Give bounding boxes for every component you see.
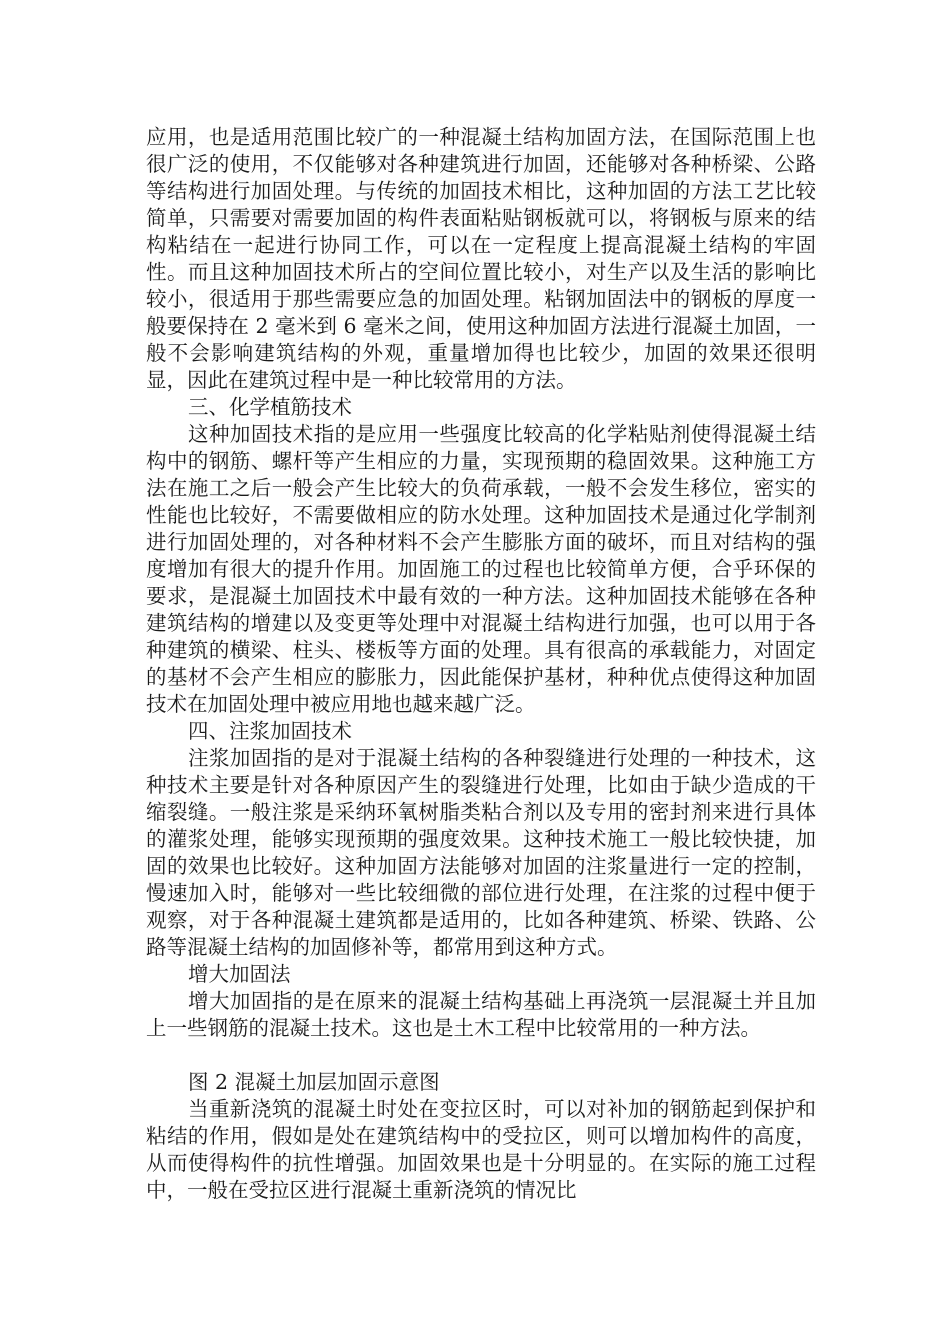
- figure-caption: 图 2 混凝土加层加固示意图: [188, 1070, 440, 1094]
- paragraph-chemical-rebar: 这种加固技术指的是应用一些强度比较高的化学粘贴剂使得混凝土结构中的钢筋、螺杆等产生相应的力量，实现预期的稳固效果。这种施工方法在施工之后一般会产生比较大的负荷承载，一般不会发生移位，密实的性能也比较好，不需要做相应的防水处理。这种加固技术是通过化学制剂进行加固处理的，对各种材料不会产生膨胀方面的破坏，而且对结构的强度增加有很大的提升作用。加固施工的过程也比较简单方便，合乎环保的要求，是混凝土加固技术中最有效的一种方法。这种加固技术能够在各种建筑结构的增建以及变更等处理中对混凝土结构进行加强，也可以用于各种建筑的横梁、柱头、楼板等方面的处理。具有很高的承载能力，对固定的基材不会产生相应的膨胀力，因此能保护基材，种种优点使得这种加固技术在加固处理中被应用地也越来越广泛。: [146, 422, 816, 716]
- paragraph-grouting: 注浆加固指的是对于混凝土结构的各种裂缝进行处理的一种技术，这种技术主要是针对各种原因产生的裂缝进行处理，比如由于缺少造成的干缩裂缝。一般注浆是采纳环氧树脂类粘合剂以及专用的密封剂来进行具体的灌浆处理，能够实现预期的强度效果。这种技术施工一般比较快捷，加固的效果也比较好。这种加固方法能够对加固的注浆量进行一定的控制，慢速加入时，能够对一些比较细微的部位进行处理，在注浆的过程中便于观察，对于各种混凝土建筑都是适用的，比如各种建筑、桥梁、铁路、公路等混凝土结构的加固修补等，都常用到这种方式。: [146, 746, 816, 959]
- document-page: [146, 124, 816, 1204]
- figure-placeholder-gap: [146, 1042, 816, 1069]
- paragraph-intro-continued: 应用，也是适用范围比较广的一种混凝土结构加固方法，在国际范围上也很广泛的使用，不仅能够对各种建筑进行加固，还能够对各种桥梁、公路等结构进行加固处理。与传统的加固技术相比，这种加固的方法工艺比较简单，只需要对需要加固的构件表面粘贴钢板就可以，将钢板与原来的结构粘结在一起进行协同工作，可以在一定程度上提高混凝土结构的牢固性。而且这种加固技术所占的空间位置比较小，对生产以及生活的影响比较小，很适用于那些需要应急的加固处理。粘钢加固法中的钢板的厚度一般要保持在 2 毫米到 6 毫米之间，使用这种加固方法进行混凝土加固，一般不会影响建筑结构的外观，重量增加得也比较少，加固的效果还很明显，因此在建筑过程中是一种比较常用的方法。: [146, 125, 816, 392]
- paragraph-enlargement: 增大加固指的是在原来的混凝土结构基础上再浇筑一层混凝土并且加上一些钢筋的混凝土技术。这也是土木工程中比较常用的一种方法。: [146, 989, 816, 1040]
- section-heading-chemical-rebar: 三、化学植筋技术: [188, 395, 352, 419]
- section-heading-grouting: 四、注浆加固技术: [188, 719, 352, 743]
- paragraph-tension-zone: 当重新浇筑的混凝土时处在变拉区时，可以对补加的钢筋起到保护和粘结的作用，假如是处在建筑结构中的受拉区，则可以增加构件的高度，从而使得构件的抗性增强。加固效果也是十分明显的。在实际的施工过程中，一般在受拉区进行混凝土重新浇筑的情况比: [146, 1097, 816, 1202]
- section-heading-enlargement: 增大加固法: [188, 962, 291, 986]
